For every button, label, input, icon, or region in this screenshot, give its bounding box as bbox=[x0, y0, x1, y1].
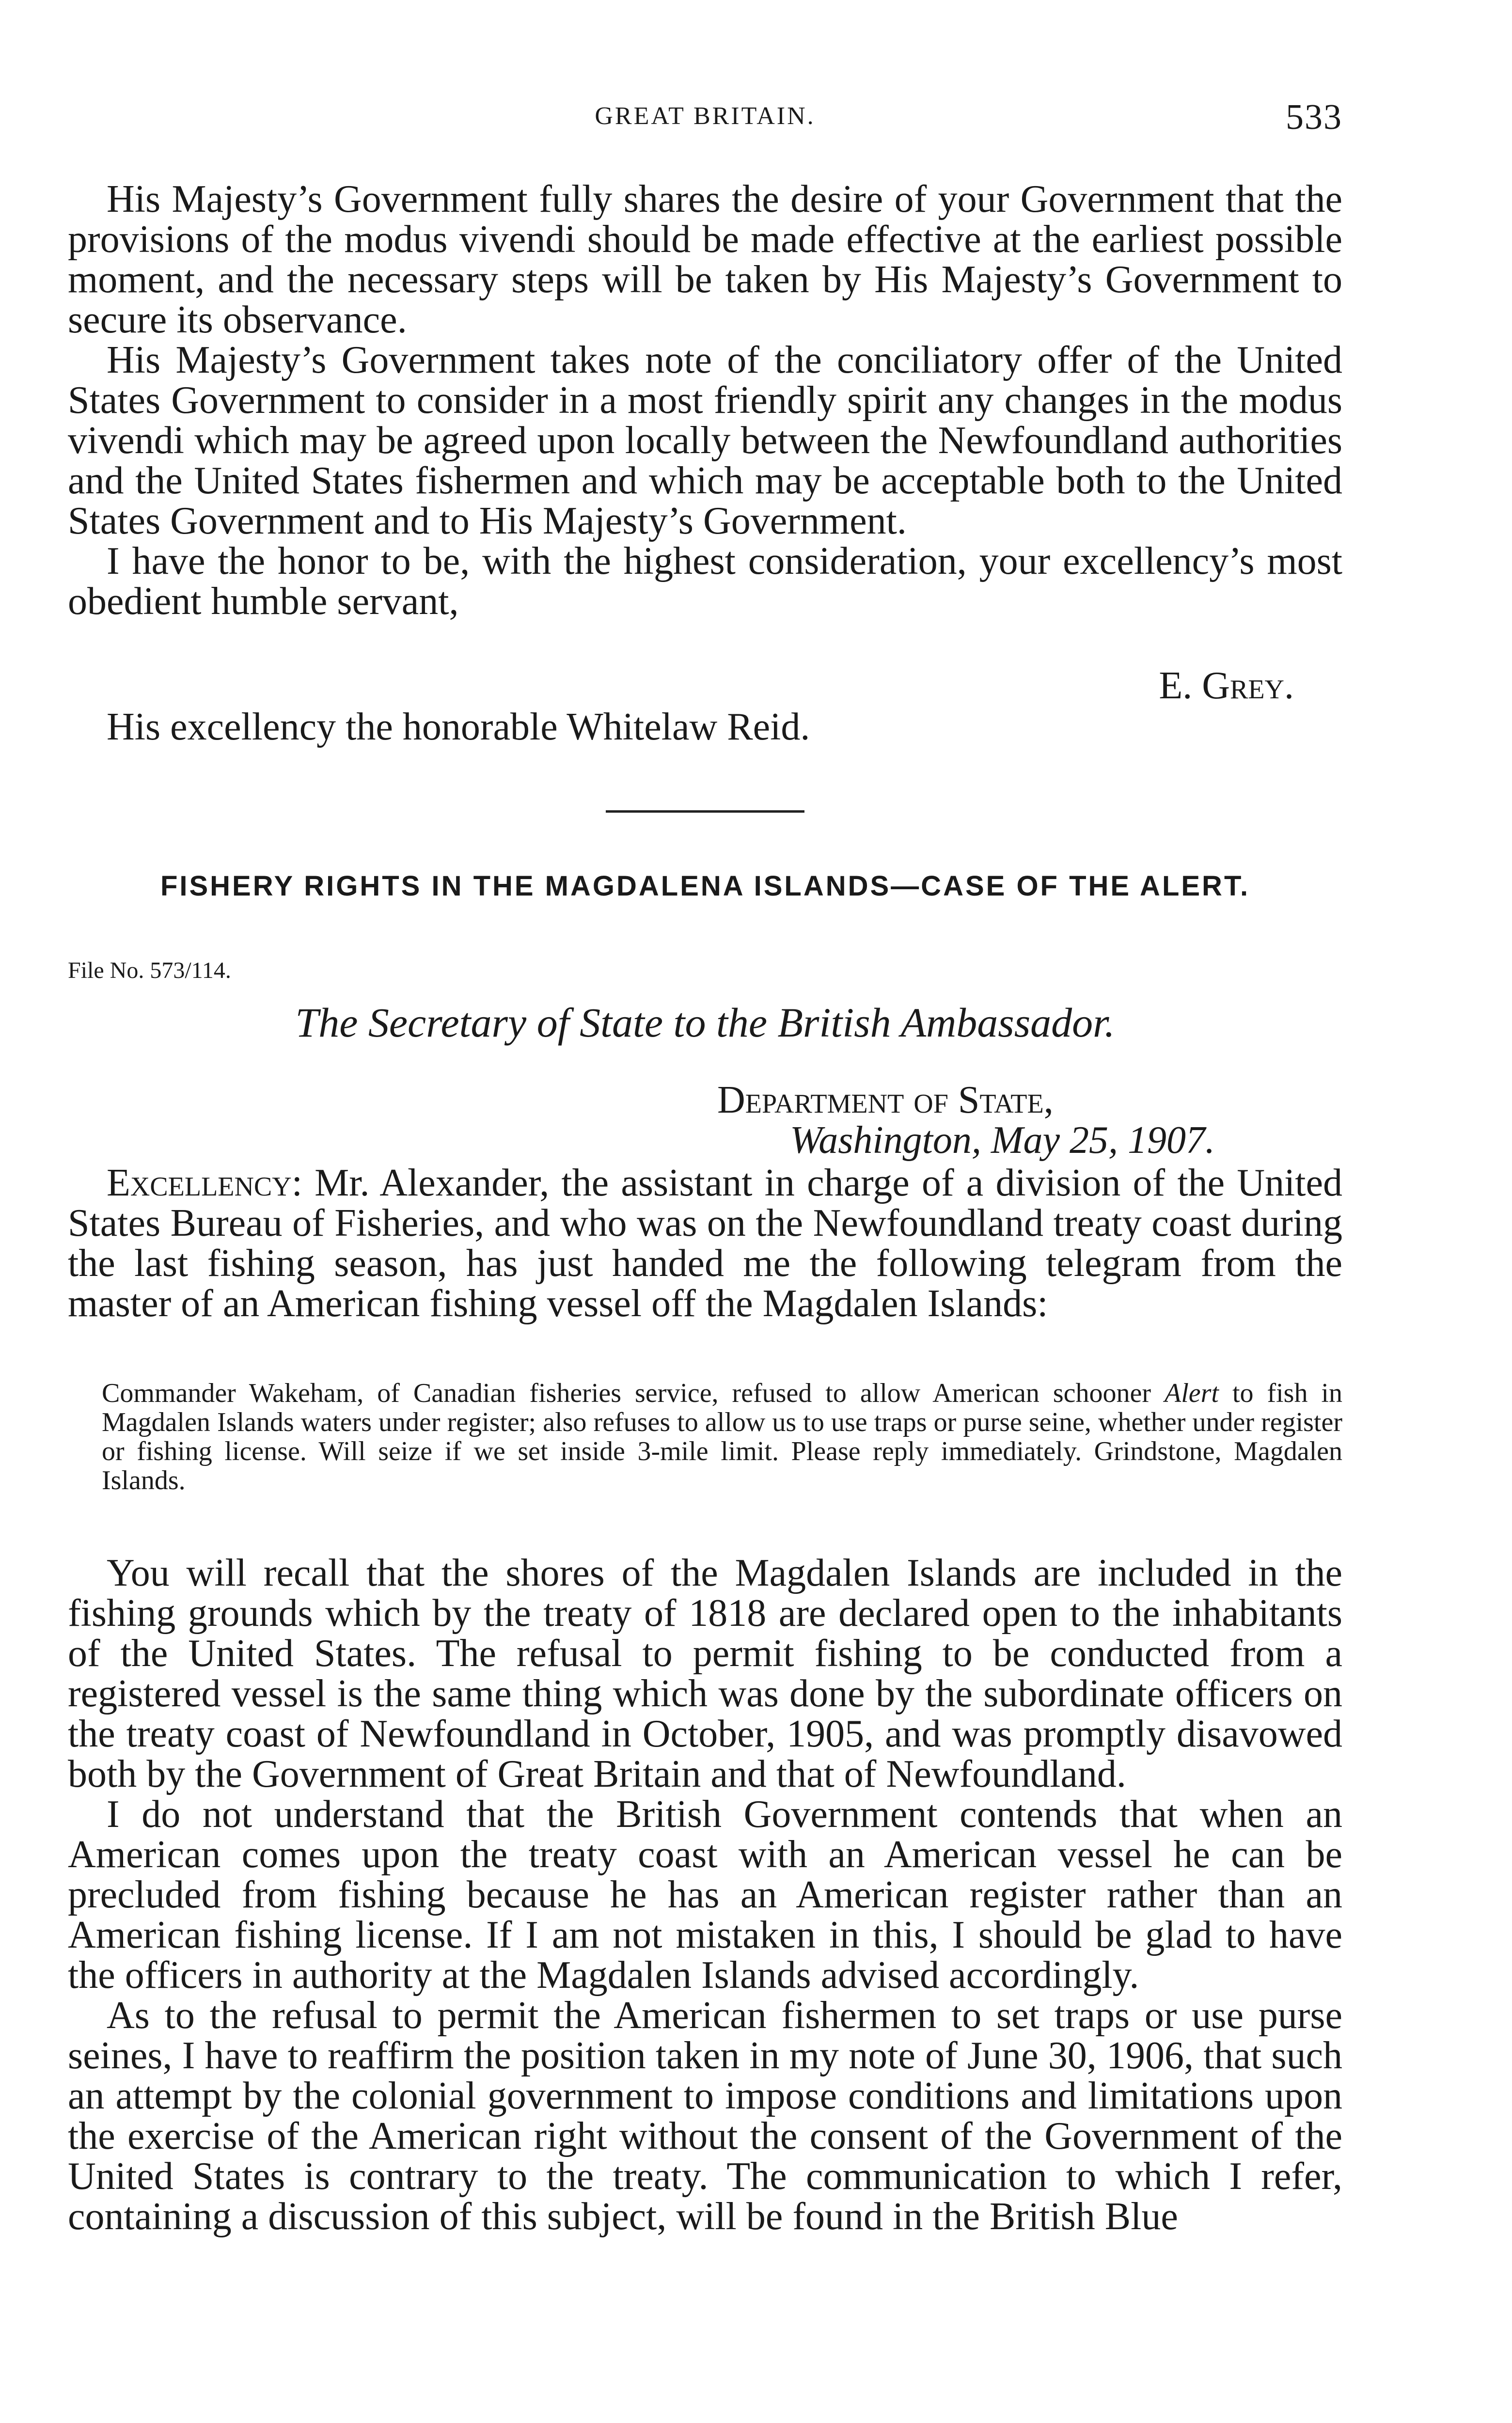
vessel-name: Alert bbox=[1164, 1378, 1219, 1408]
intro-text: Mr. Alexander, the assistant in charge of a division of the United States Bureau of Fisheries, and who was on the Newfoundland treaty coast during the last fishing season, has just handed me the following telegram from the master of an American fishing vessel off the Magdalen Islands: bbox=[68, 1162, 1342, 1325]
letter-two-intro bbox=[68, 1163, 1342, 1324]
telegram-text-1: Commander Wakeham, of Canadian fisheries service, refused to allow American schooner bbox=[102, 1378, 1165, 1408]
addressee: His excellency the honorable Whitelaw Reid. bbox=[107, 706, 810, 748]
telegram-text-2: to fish in Magdalen Islands waters under register; also refuses to allow us to use traps or purse seine, whether under register or fishing license. Will seize if we set inside 3-mile limit. Please reply immediately. Grindstone, Magdalen Islands. bbox=[102, 1378, 1342, 1495]
paragraph: His Majesty’s Government fully shares the desire of your Government that the provisions of the modus vivendi should be made effective at the earliest possible moment, and the necessary steps will be taken by His Majesty’s Government to secure its observance. bbox=[68, 178, 1342, 341]
intro-paragraph bbox=[68, 1163, 1342, 1324]
page-number: 533 bbox=[1286, 97, 1342, 137]
page-header bbox=[68, 97, 1342, 141]
letter-one-body bbox=[68, 179, 1342, 622]
dateline-place: Washington, May 25, 1907. bbox=[790, 1119, 1215, 1162]
telegram-quote bbox=[102, 1379, 1342, 1495]
paragraph: I do not understand that the British Government contends that when an American comes upon the treaty coast with an American vessel he can be precluded from fishing because he has an American register rather than an American fishing license. If I am not mistaken in this, I should be glad to have the officers in authority at the Magdalen Islands advised accordingly. bbox=[68, 1793, 1342, 1997]
dateline-department: Department of State, bbox=[717, 1079, 1054, 1121]
paragraph: I have the honor to be, with the highest consideration, your excellency’s most obedient humble servant, bbox=[68, 540, 1342, 623]
section-divider bbox=[606, 810, 804, 813]
file-number: File No. 573/114. bbox=[68, 958, 231, 983]
letter-two-body bbox=[68, 1553, 1342, 2237]
letter-title: The Secretary of State to the British Ambassador. bbox=[295, 999, 1115, 1046]
running-title: GREAT BRITAIN. bbox=[595, 102, 816, 130]
paragraph: You will recall that the shores of the Magdalen Islands are included in the fishing grounds which by the treaty of 1818 are declared open to the inhabitants of the United States. The refusal to permit fishing to be conducted from a registered vessel is the same thing which was done by the subordinate officers on the treaty coast of Newfoundland in October, 1905, and was promptly disavowed both by the Government of Great Britain and that of Newfoundland. bbox=[68, 1552, 1342, 1795]
paragraph: As to the refusal to permit the American fishermen to set traps or use purse seines, I have to reaffirm the position taken in my note of June 30, 1906, that such an attempt by the colonial government to impose conditions and limitations upon the exercise of the American right without the consent of the Government of the United States is contrary to the treaty. The communication to which I refer, containing a discussion of this subject, will be found in the British Blue bbox=[68, 1994, 1342, 2238]
signature: E. Grey. bbox=[1159, 664, 1294, 707]
section-heading: FISHERY RIGHTS IN THE MAGDALENA ISLANDS—CASE OF THE ALERT. bbox=[160, 870, 1250, 902]
salutation: Excellency: bbox=[107, 1162, 302, 1204]
paragraph: His Majesty’s Government takes note of the conciliatory offer of the United States Government to consider in a most friendly spirit any changes in the modus vivendi which may be agreed upon locally between the Newfoundland authorities and the United States fishermen and which may be acceptable both to the United States Government and to His Majesty’s Government. bbox=[68, 339, 1342, 542]
